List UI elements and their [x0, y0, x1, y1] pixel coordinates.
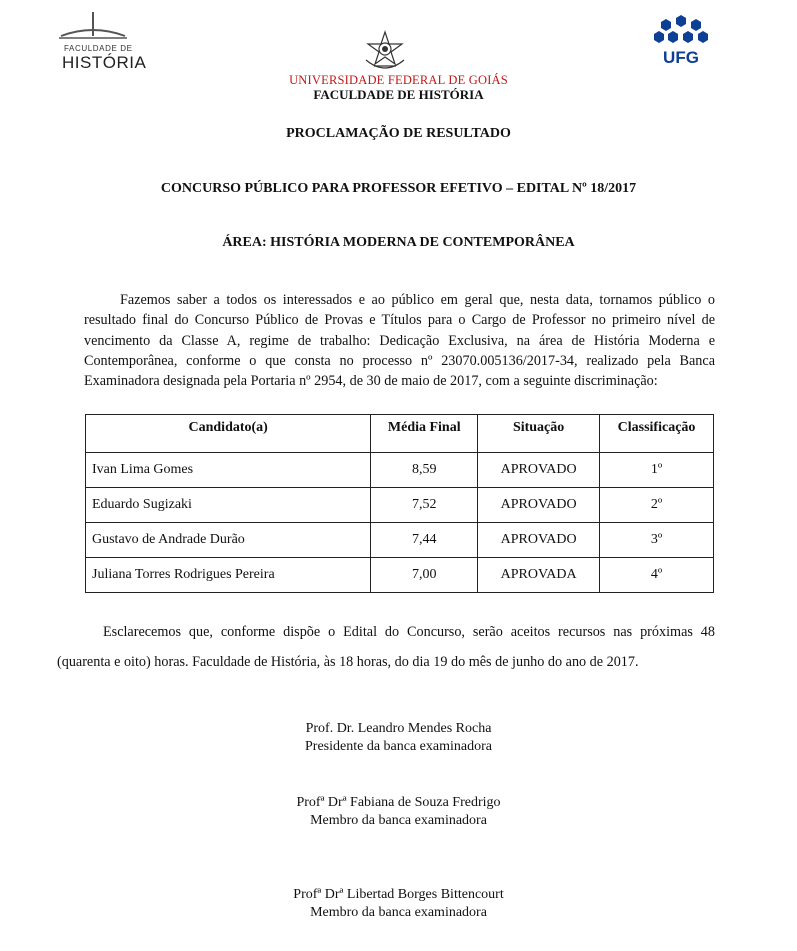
candidate-name: Juliana Torres Rodrigues Pereira	[86, 558, 371, 593]
header-situacao: Situação	[478, 415, 600, 453]
ranking: 1º	[600, 453, 714, 488]
candidate-name: Ivan Lima Gomes	[86, 453, 371, 488]
intro-paragraph: Fazemos saber a todos os interessados e ao público em geral que, nesta data, tornamos público o resultado final do Concurso Público de Provas e Títulos para o Cargo de Professor no primeiro nível de vencimento da Classe A, regime de trabalho: Dedicação Exclusiva, na área de História Moderna e Contemporânea, conforme o que consta no processo nº 23070.005136/2017-34, realizado pela Banca Examinadora designada pela Portaria nº 2954, de 30 de maio de 2017, com a seguinte discriminação:	[84, 292, 715, 390]
faculdade-historia-logo	[55, 10, 147, 74]
table-row	[86, 558, 714, 593]
signatory-name: Profª Drª Libertad Borges Bittencourt	[293, 887, 504, 902]
university-name: UNIVERSIDADE FEDERAL DE GOIÁS	[289, 73, 508, 87]
faculdade-historia-emblem-icon	[55, 10, 135, 44]
status: APROVADA	[478, 558, 600, 593]
signature-block	[0, 720, 797, 756]
faculty-name: FACULDADE DE HISTÓRIA	[313, 87, 484, 102]
header-candidato: Candidato(a)	[86, 415, 371, 453]
ranking: 4º	[600, 558, 714, 593]
closing-paragraph: Esclarecemos que, conforme dispõe o Edital do Concurso, serão aceitos recursos nas próximas 48 (quarenta e oito) horas. Faculdade de História, às 18 horas, do dia 19 do mês de junho do ano de 2017.	[57, 624, 715, 670]
area-heading: ÁREA: HISTÓRIA MODERNA DE CONTEMPORÂNEA	[222, 235, 575, 250]
final-score: 7,00	[371, 558, 478, 593]
ufg-logo	[650, 12, 712, 72]
table-header-row	[86, 415, 714, 453]
status: APROVADO	[478, 453, 600, 488]
signatory-role: Membro da banca examinadora	[310, 813, 487, 828]
document-title: PROCLAMAÇÃO DE RESULTADO	[286, 126, 511, 141]
table-row	[86, 453, 714, 488]
status: APROVADO	[478, 488, 600, 523]
header-media-final: Média Final	[371, 415, 478, 453]
status: APROVADO	[478, 523, 600, 558]
ufg-hexagons-icon	[650, 12, 712, 48]
concurso-heading: CONCURSO PÚBLICO PARA PROFESSOR EFETIVO – EDITAL Nº 18/2017	[160, 181, 637, 196]
final-score: 8,59	[371, 453, 478, 488]
final-score: 7,52	[371, 488, 478, 523]
logo-line-2: HISTÓRIA	[62, 53, 147, 72]
ufg-logo-text: UFG	[663, 48, 699, 67]
signature-block	[0, 794, 797, 830]
candidate-name: Gustavo de Andrade Durão	[86, 523, 371, 558]
final-score: 7,44	[371, 523, 478, 558]
candidate-name: Eduardo Sugizaki	[86, 488, 371, 523]
signatory-name: Prof. Dr. Leandro Mendes Rocha	[305, 721, 492, 736]
signature-block	[0, 886, 797, 922]
signatory-role: Membro da banca examinadora	[310, 905, 487, 920]
ranking: 3º	[600, 523, 714, 558]
coat-of-arms-icon	[360, 30, 410, 76]
header-classificacao: Classificação	[600, 415, 714, 453]
table-row	[86, 488, 714, 523]
signatory-role: Presidente da banca examinadora	[305, 739, 492, 754]
ranking: 2º	[600, 488, 714, 523]
table-row	[86, 523, 714, 558]
results-table	[85, 414, 714, 593]
logo-line-1: FACULDADE DE	[64, 44, 133, 53]
signatory-name: Profª Drª Fabiana de Souza Fredrigo	[296, 795, 501, 810]
